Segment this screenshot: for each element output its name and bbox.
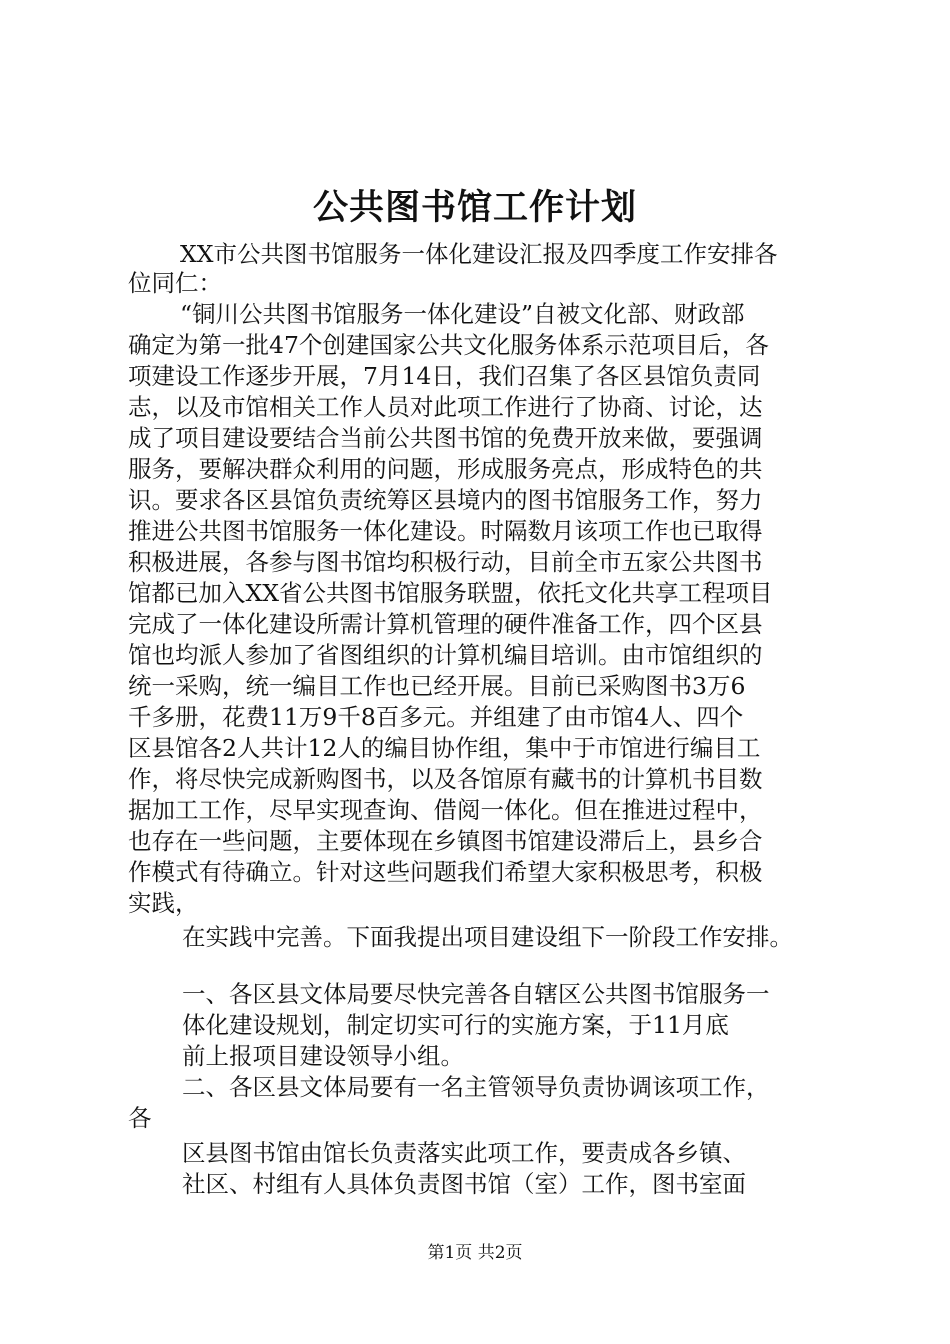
text-line: 积极进展，各参与图书馆均积极行动，目前全市五家公共图书: [128, 548, 763, 576]
text-line: 区县馆各2人共计12人的编目协作组，集中于市馆进行编目工: [128, 734, 761, 762]
text-line: 完成了一体化建设所需计算机管理的硬件准备工作，四个区县: [128, 610, 763, 638]
text-line: 确定为第一批47个创建国家公共文化服务体系示范项目后，各: [128, 331, 769, 359]
text-line: 成了项目建设要结合当前公共图书馆的免费开放来做，要强调: [128, 424, 763, 452]
text-line: 作模式有待确立。针对这些问题我们希望大家积极思考，积极: [128, 858, 763, 886]
text-line: 前上报项目建设领导小组。: [182, 1042, 464, 1070]
text-line: 项建设工作逐步开展，7月14日，我们召集了各区县馆负责同: [128, 362, 761, 390]
text-line: 推进公共图书馆服务一体化建设。时隔数月该项工作也已取得: [128, 517, 763, 545]
text-line: 也存在一些问题，主要体现在乡镇图书馆建设滞后上，县乡合: [128, 827, 763, 855]
text-line: 馆也均派人参加了省图组织的计算机编目培训。由市馆组织的: [128, 641, 763, 669]
text-line: 志，以及市馆相关工作人员对此项工作进行了协商、讨论，达: [128, 393, 763, 421]
text-line: 各: [128, 1104, 152, 1132]
text-line: 位同仁：: [128, 269, 222, 297]
text-line: 识。要求各区县馆负责统筹区县境内的图书馆服务工作，努力: [128, 486, 763, 514]
text-line: 一、各区县文体局要尽快完善各自辖区公共图书馆服务一: [182, 980, 770, 1008]
text-line: 据加工工作，尽早实现查询、借阅一体化。但在推进过程中，: [128, 796, 763, 824]
text-line: 体化建设规划，制定切实可行的实施方案，于11月底: [182, 1011, 729, 1039]
text-line: XX市公共图书馆服务一体化建设汇报及四季度工作安排各: [180, 240, 778, 268]
text-line: 馆都已加入XX省公共图书馆服务联盟，依托文化共享工程项目: [128, 579, 773, 607]
text-line: 实践，: [128, 889, 199, 917]
text-line: 社区、村组有人具体负责图书馆（室）工作，图书室面: [182, 1170, 746, 1198]
text-line: 服务，要解决群众利用的问题，形成服务亮点，形成特色的共: [128, 455, 763, 483]
text-line: 在实践中完善。下面我提出项目建设组下一阶段工作安排。: [182, 923, 793, 951]
text-line: 统一采购，统一编目工作也已经开展。目前已采购图书3万6: [128, 672, 746, 700]
text-line: 千多册，花费11万9千8百多元。并组建了由市馆4人、四个: [128, 703, 744, 731]
text-line: 区县图书馆由馆长负责落实此项工作，要责成各乡镇、: [182, 1139, 746, 1167]
document-title: 公共图书馆工作计划: [312, 187, 637, 228]
text-line: 作，将尽快完成新购图书，以及各馆原有藏书的计算机书目数: [128, 765, 763, 793]
text-line: 二、各区县文体局要有一名主管领导负责协调该项工作，: [182, 1073, 770, 1101]
text-line: “铜川公共图书馆服务一体化建设”自被文化部、财政部: [180, 300, 745, 328]
page-footer: 第1页 共2页: [427, 1243, 523, 1263]
